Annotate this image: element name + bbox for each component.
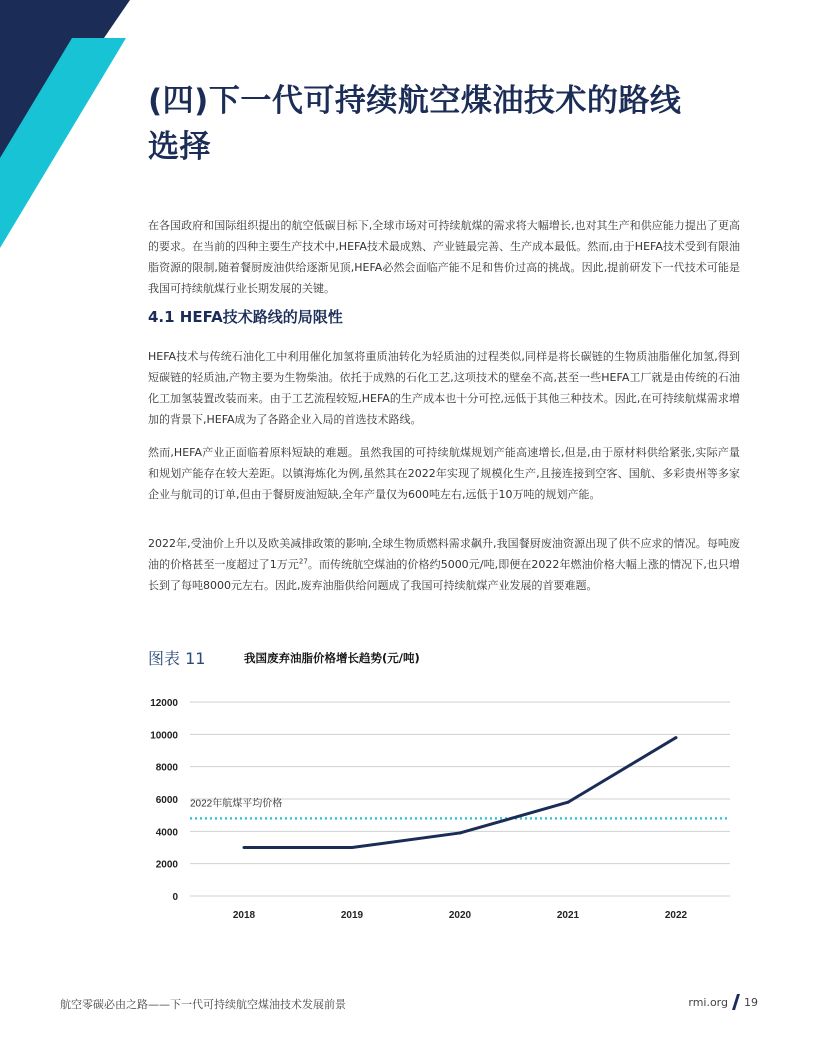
x-tick-label: 2019 [340, 910, 364, 921]
data-point [243, 846, 246, 849]
section-heading: 4.1 HEFA技术路线的局限性 [148, 308, 343, 326]
page-title-line-1: (四)下一代可持续航空煤油技术的路线 [148, 83, 682, 119]
y-tick-label: 4000 [155, 827, 178, 839]
data-point [567, 801, 570, 804]
y-tick-label: 0 [172, 892, 178, 903]
waste-oil-price-chart [140, 690, 740, 930]
figure-title: 我国废弃油脂价格增长趋势(元/吨) [244, 651, 420, 665]
y-tick-label: 12000 [150, 698, 178, 709]
paragraph-oil-price-part-1: 2022年,受油价上升以及欧美减排政策的影响,全球生物质燃料需求飙升,我国餐厨废油资源出现了供不应求的情况。每吨废油的价格甚至一度超过了1万元 [148, 537, 740, 571]
x-tick-label: 2022 [664, 910, 688, 921]
data-point [351, 846, 354, 849]
y-tick-label: 8000 [155, 762, 178, 774]
intro-paragraph: 在各国政府和国际组织提出的航空低碳目标下,全球市场对可持续航煤的需求将大幅增长,也对其生产和供应能力提出了更高的要求。在当前的四种主要生产技术中,HEFA技术最成熟、产业链最完善、生产成本最低。然而,由于HEFA技术受到有限油脂资源的限制,随着餐厨废油供给逐渐见顶,HEFA必然会面临产能不足和售价过高的挑战。因此,提前研发下一代技术可能是我国可持续航煤行业长期发展的关键。 [148, 219, 740, 295]
y-tick-label: 10000 [150, 730, 178, 742]
paragraph-hefa-overview: HEFA技术与传统石油化工中利用催化加氢将重质油转化为轻质油的过程类似,同样是将长碳链的生物质油脂催化加氢,得到短碳链的轻质油,产物主要为生物柴油。依托于成熟的石化工艺,这项技术的壁垒不高,甚至一些HEFA工厂就是由传统的石油化工加氢装置改装而来。由于工艺流程较短,HEFA的生产成本也十分可控,远低于其他三种技术。因此,在可持续航煤需求增加的背景下,HEFA成为了各路企业入局的首选技术路线。 [148, 350, 740, 426]
figure-label: 图表 11 [148, 649, 206, 668]
footer-site[interactable]: rmi.org [688, 995, 728, 1009]
x-tick-label: 2018 [232, 910, 256, 921]
footer-page-number: 19 [744, 995, 758, 1009]
footer-report-title: 航空零碳必由之路——下一代可持续航空煤油技术发展前景 [60, 998, 346, 1011]
page-title-line-2: 选择 [148, 129, 211, 165]
paragraph-oil-price [148, 533, 740, 596]
slash-icon [732, 994, 740, 1010]
y-tick-label: 6000 [155, 795, 178, 806]
paragraph-feedstock-shortage: 然而,HEFA产业正面临着原料短缺的难题。虽然我国的可持续航煤规划产能高速增长,但是,由于原材料供给紧张,实际产量和规划产能存在较大差距。以镇海炼化为例,虽然其在2022年实现了规模化生产,且接连接到空客、国航、多彩贵州等多家企业与航司的订单,但由于餐厨废油短缺,全年产量仅为600吨左右,远低于10万吨的规划产能。 [148, 446, 740, 501]
x-tick-label: 2020 [448, 910, 472, 921]
data-point [459, 831, 462, 834]
footer-page-info [688, 994, 758, 1010]
page-title [148, 78, 748, 170]
x-tick-label: 2021 [556, 910, 580, 921]
corner-decoration [0, 0, 140, 250]
data-point [675, 736, 678, 739]
y-tick-label: 2000 [155, 859, 178, 871]
reference-line-label: 2022年航煤平均价格 [190, 798, 283, 810]
paragraph-oil-price-part-2: 。而传统航空煤油的价格约5000元/吨,即便在2022年燃油价格大幅上涨的情况下,也只增长到了每吨8000元左右。因此,废弃油脂供给问题成了我国可持续航煤产业发展的首要难题。 [148, 558, 741, 592]
footnote-ref[interactable]: 27 [298, 557, 308, 566]
